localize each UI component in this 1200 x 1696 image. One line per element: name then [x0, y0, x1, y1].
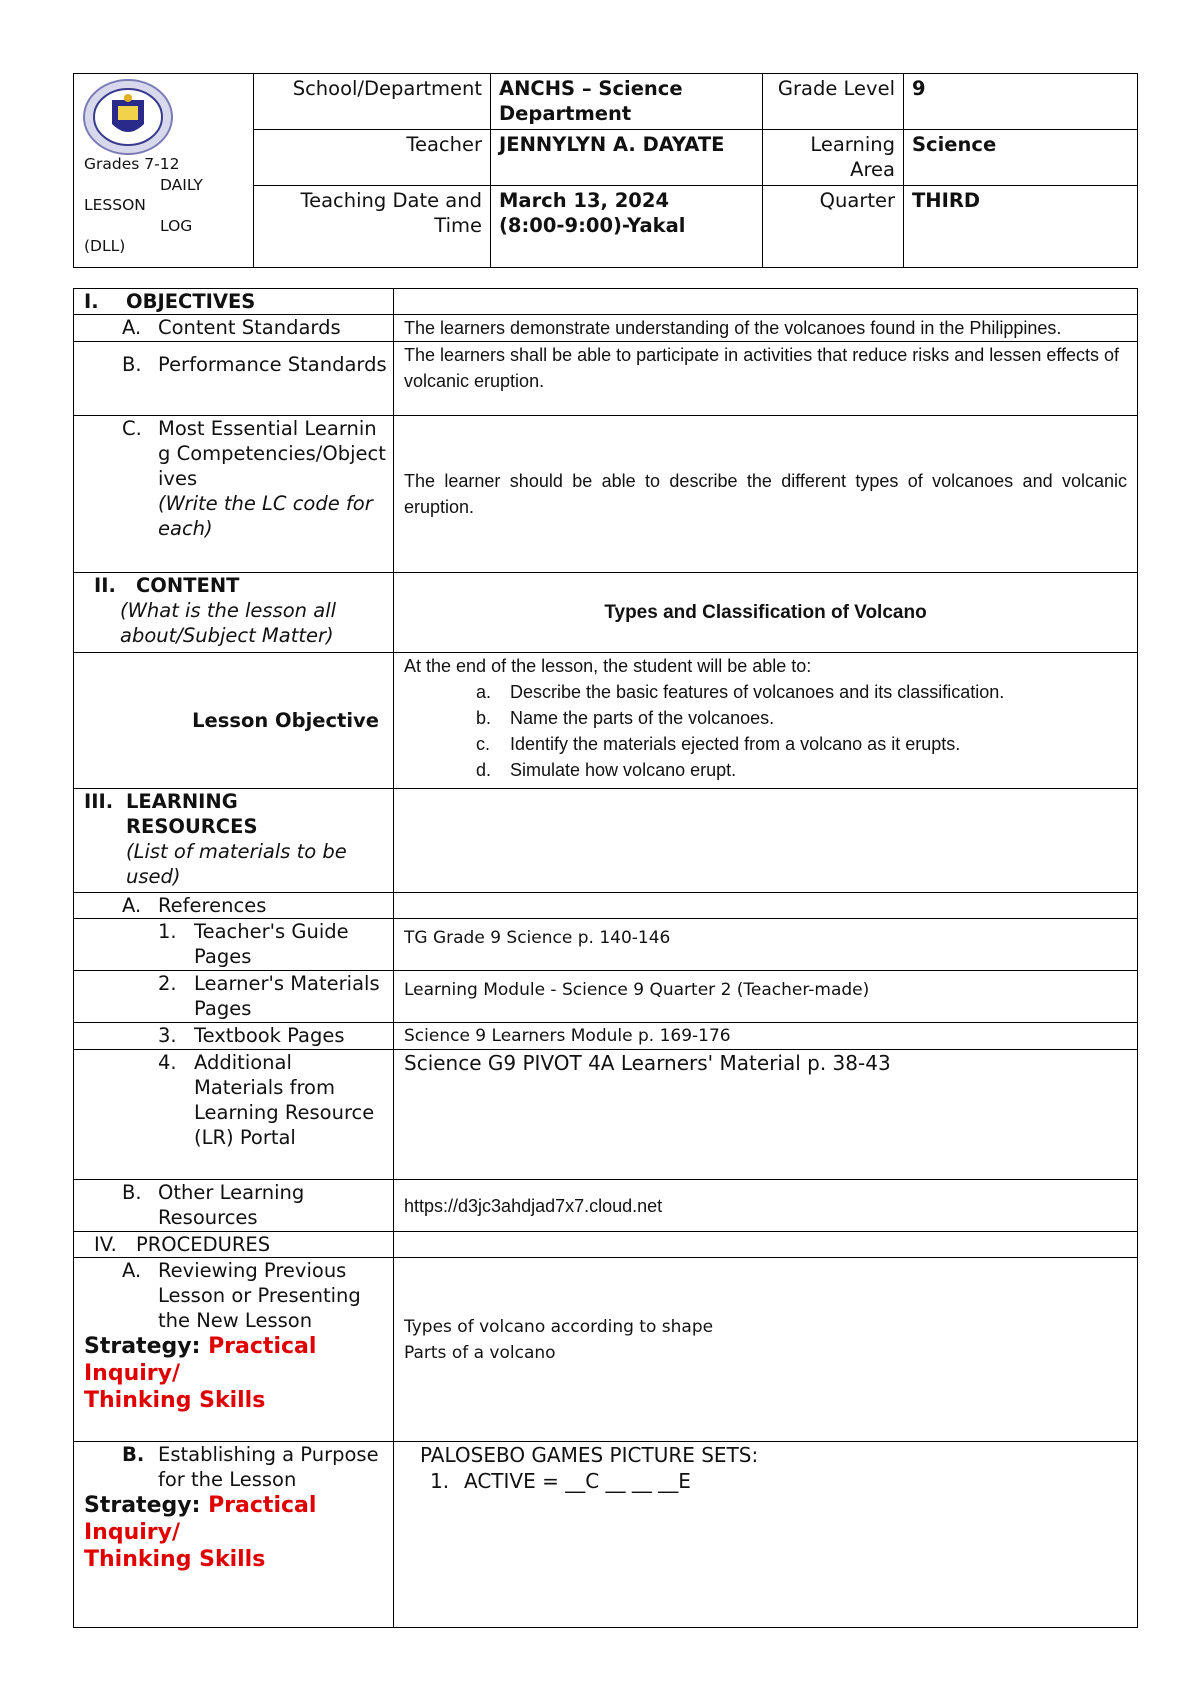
content-value: Types and Classification of Volcano — [394, 573, 1138, 653]
resources-title: LEARNING RESOURCES — [126, 790, 258, 838]
establishing-strategy-value-1: Practical Inquiry/ — [84, 1493, 317, 1545]
reviewing-strategy-value-1: Practical Inquiry/ — [84, 1334, 317, 1386]
deped-seal-icon — [82, 78, 174, 156]
procedures-value — [394, 1232, 1138, 1258]
palosebo-title: PALOSEBO GAMES PICTURE SETS: — [420, 1443, 759, 1467]
teachers-guide-marker: 1. — [158, 920, 177, 943]
teachers-guide-value: TG Grade 9 Science p. 140-146 — [394, 919, 1138, 971]
lesson-objective-item-marker: a. — [476, 682, 492, 702]
textbook-pages-label: Textbook Pages — [194, 1024, 345, 1047]
content-number: II. — [94, 574, 116, 597]
header-table — [73, 73, 1138, 268]
reviewing-value-2: Parts of a volcano — [404, 1343, 556, 1363]
dll-log: LOG — [160, 216, 193, 235]
reviewing-lesson-marker: A. — [122, 1259, 142, 1282]
school-value: ANCHS – Science Department — [491, 74, 763, 130]
reviewing-strategy-value-2: Thinking Skills — [84, 1388, 266, 1413]
reviewing-lesson-cell — [74, 1258, 394, 1442]
performance-standards-marker: B. — [122, 353, 142, 376]
row-performance-standards — [74, 342, 1138, 416]
establishing-purpose-value — [394, 1442, 1138, 1628]
row-reviewing-lesson — [74, 1258, 1138, 1442]
date-value-day: March 13, 2024 — [499, 189, 670, 212]
lesson-objective-item-marker: d. — [476, 760, 492, 780]
objectives-value — [394, 289, 1138, 315]
dll-daily: DAILY — [160, 175, 203, 194]
row-other-resources — [74, 1180, 1138, 1232]
content-standards-marker: A. — [122, 316, 142, 339]
row-learning-resources — [74, 789, 1138, 893]
date-value — [491, 186, 763, 268]
resources-number: III. — [84, 790, 114, 813]
procedures-title: PROCEDURES — [136, 1233, 271, 1256]
learners-materials-marker: 2. — [158, 972, 177, 995]
references-value — [394, 893, 1138, 919]
content-cell — [74, 573, 394, 653]
lesson-objective-item-marker: c. — [476, 734, 491, 754]
area-value: Science — [904, 130, 1138, 186]
learning-resources-cell — [74, 789, 394, 893]
lesson-objective-item-text: Simulate how volcano erupt. — [510, 760, 737, 780]
reviewing-value-1: Types of volcano according to shape — [404, 1317, 714, 1337]
references-cell — [74, 893, 394, 919]
lesson-objective-item-text: Describe the basic features of volcanoes and its classification. — [510, 682, 1005, 702]
area-label: Learning Area — [763, 130, 904, 186]
dll-grades: Grades 7-12 — [84, 155, 180, 173]
lesson-objective-item — [476, 705, 1127, 731]
grade-value: 9 — [904, 74, 1138, 130]
learners-materials-label: Learner's Materials Pages — [194, 972, 380, 1020]
competencies-marker: C. — [122, 417, 142, 440]
row-content-standards — [74, 315, 1138, 342]
performance-standards-cell — [74, 342, 394, 416]
row-textbook-pages — [74, 1023, 1138, 1050]
date-value-time: (8:00-9:00)-Yakal — [499, 214, 686, 237]
dll-title — [84, 154, 234, 257]
dll-lesson: LESSON — [84, 196, 146, 214]
palosebo-item-marker: 1. — [430, 1469, 450, 1493]
other-resources-cell — [74, 1180, 394, 1232]
performance-standards-label: Performance Standards — [158, 353, 387, 376]
palosebo-item-text: ACTIVE = __C __ __ __E — [464, 1469, 691, 1493]
other-resources-marker: B. — [122, 1181, 142, 1204]
row-establishing-purpose — [74, 1442, 1138, 1628]
row-procedures — [74, 1232, 1138, 1258]
additional-materials-value: Science G9 PIVOT 4A Learners' Material p. 38-43 — [394, 1050, 1138, 1180]
teacher-value: JENNYLYN A. DAYATE — [491, 130, 763, 186]
content-note: (What is the lesson all about/Subject Matter) — [120, 599, 337, 647]
lesson-objective-value — [394, 653, 1138, 789]
additional-materials-label: Additional Materials from Learning Resource (LR) Portal — [194, 1051, 375, 1149]
content-standards-cell — [74, 315, 394, 342]
learners-materials-cell — [74, 971, 394, 1023]
content-standards-value: The learners demonstrate understanding of the volcanoes found in the Philippines. — [394, 315, 1138, 342]
dll-abbr: (DLL) — [84, 237, 126, 255]
row-lesson-objective — [74, 653, 1138, 789]
competencies-text — [158, 416, 387, 541]
references-label: References — [158, 894, 267, 917]
teacher-label: Teacher — [254, 130, 491, 186]
lesson-objective-item-text: Identify the materials ejected from a volcano as it erupts. — [510, 734, 961, 754]
row-additional-materials — [74, 1050, 1138, 1180]
establishing-purpose-cell — [74, 1442, 394, 1628]
procedures-number: IV. — [94, 1233, 117, 1256]
lesson-objective-item — [476, 679, 1127, 705]
row-competencies — [74, 416, 1138, 573]
textbook-pages-marker: 3. — [158, 1024, 177, 1047]
row-references — [74, 893, 1138, 919]
reviewing-lesson-label: Reviewing Previous Lesson or Presenting the New Lesson — [158, 1259, 361, 1332]
quarter-value: THIRD — [904, 186, 1138, 268]
other-resources-label: Other Learning Resources — [158, 1181, 305, 1229]
content-title: CONTENT — [136, 574, 240, 597]
establishing-purpose-label: Establishing a Purpose for the Lesson — [158, 1443, 379, 1491]
procedures-cell — [74, 1232, 394, 1258]
competencies-label: Most Essential Learning Competencies/Objectives — [158, 417, 386, 490]
textbook-pages-value: Science 9 Learners Module p. 169-176 — [394, 1023, 1138, 1050]
logo-cell — [74, 74, 254, 268]
additional-materials-marker: 4. — [158, 1051, 177, 1074]
row-objectives — [74, 289, 1138, 315]
establishing-strategy-label: Strategy: — [84, 1493, 201, 1518]
date-label: Teaching Date and Time — [254, 186, 491, 268]
objectives-number: I. — [84, 290, 99, 313]
lesson-objective-item — [476, 757, 1127, 783]
competencies-note: (Write the LC code for each) — [158, 492, 373, 540]
lesson-objective-item-marker: b. — [476, 708, 492, 728]
lesson-objective-label: Lesson Objective — [74, 653, 394, 789]
row-teachers-guide — [74, 919, 1138, 971]
establishing-strategy — [84, 1492, 387, 1573]
learning-resources-value — [394, 789, 1138, 893]
grade-label: Grade Level — [763, 74, 904, 130]
reviewing-lesson-value — [394, 1258, 1138, 1442]
references-marker: A. — [122, 894, 142, 917]
reviewing-strategy — [84, 1333, 387, 1414]
lesson-objective-item — [476, 731, 1127, 757]
establishing-strategy-value-2: Thinking Skills — [84, 1547, 266, 1572]
lesson-objective-list — [404, 679, 1127, 783]
lesson-objective-intro: At the end of the lesson, the student will be able to: — [404, 656, 812, 676]
competencies-value: The learner should be able to describe the different types of volcanoes and volcanic eruption. — [394, 416, 1138, 573]
objectives-heading — [74, 289, 394, 315]
teachers-guide-label: Teacher's Guide Pages — [194, 920, 349, 968]
quarter-label: Quarter — [763, 186, 904, 268]
competencies-cell — [74, 416, 394, 573]
additional-materials-cell — [74, 1050, 394, 1180]
content-standards-label: Content Standards — [158, 316, 341, 339]
other-resources-value: https://d3jc3ahdjad7x7.cloud.net — [394, 1180, 1138, 1232]
palosebo-item — [420, 1468, 1127, 1494]
school-label: School/Department — [254, 74, 491, 130]
resources-note: (List of materials to be used) — [126, 840, 347, 888]
establishing-purpose-marker: B. — [122, 1443, 145, 1466]
objectives-title: OBJECTIVES — [126, 290, 256, 313]
performance-standards-value: The learners shall be able to participate in activities that reduce risks and lessen effects of volcanic eruption. — [394, 342, 1138, 416]
learners-materials-value: Learning Module - Science 9 Quarter 2 (Teacher-made) — [394, 971, 1138, 1023]
row-learners-materials — [74, 971, 1138, 1023]
textbook-pages-cell — [74, 1023, 394, 1050]
teachers-guide-cell — [74, 919, 394, 971]
lesson-objective-item-text: Name the parts of the volcanoes. — [510, 708, 775, 728]
row-content — [74, 573, 1138, 653]
reviewing-strategy-label: Strategy: — [84, 1334, 201, 1359]
lesson-log-table — [73, 288, 1138, 1628]
